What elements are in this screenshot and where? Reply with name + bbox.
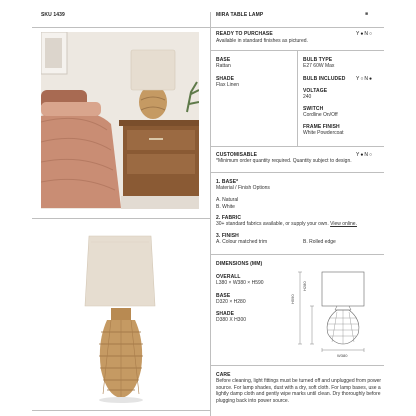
spec-bulb-type-label: BULB TYPE <box>303 57 333 63</box>
spec-switch-label: SWITCH <box>303 106 324 112</box>
spec-frame-label: FRAME FINISH <box>303 124 340 130</box>
option-finish-b: B. Rolled edge <box>303 239 336 245</box>
spec-column-divider <box>297 50 298 146</box>
lifestyle-photo <box>41 32 199 209</box>
dimensions-heading: DIMENSIONS (MM) <box>216 261 263 267</box>
diagram-label-w380: W380 <box>337 353 348 358</box>
rule-after-options <box>211 254 384 255</box>
option-fabric-heading: 2. FABRIC <box>216 215 242 221</box>
view-online-link[interactable]: View online. <box>330 221 357 227</box>
dim-overall-value: L380 × W380 × H590 <box>216 280 264 286</box>
dim-shade-label: SHADE <box>216 311 235 317</box>
column-divider <box>210 12 211 416</box>
purchase-indicator: Y●N○ <box>356 31 373 37</box>
spec-base-value: Rattan <box>216 63 231 69</box>
option-base-a: A. Natural <box>216 197 239 203</box>
care-heading: CARE <box>216 372 231 378</box>
product-photo <box>41 222 199 408</box>
lifestyle-photo-illustration <box>41 32 199 209</box>
customisable-note: *Minimum order quantity required. Quantity subject to design. <box>216 158 352 164</box>
dimension-diagram-lines <box>282 266 382 362</box>
spec-switch-value: Cordline On/Off <box>303 112 338 118</box>
left-mid-rule <box>32 218 210 219</box>
spec-shade-label: SHADE <box>216 76 235 82</box>
spec-voltage-label: VOLTAGE <box>303 88 328 94</box>
purchase-text: Available in standard finishes as pictured. <box>216 38 308 44</box>
sku-label: SKU 1439 <box>41 12 65 18</box>
option-base-sub: Material / Finish Options <box>216 185 270 191</box>
customisable-heading: CUSTOMISABLE <box>216 152 258 158</box>
spec-bulb-included-label: BULB INCLUDED <box>303 76 346 82</box>
product-photo-illustration <box>41 222 199 408</box>
customisable-indicator: Y●N○ <box>356 152 373 158</box>
option-finish-heading: 3. FINISH <box>216 233 239 239</box>
option-finish-a: A. Colour matched trim <box>216 239 268 245</box>
dim-base-label: BASE <box>216 293 231 299</box>
purchase-heading: READY TO PURCHASE <box>216 31 273 37</box>
option-fabric-description: 30+ standard fabrics available, or supply your own. <box>216 221 329 227</box>
care-text: Before cleaning, light fittings must be turned off and unplugged from power source. For lamp shades, dust with a dry, soft cloth. For lamp bases, use a lightly damp cloth and gently wipe marks until clean. Dry thoroughly before plugging back into power source. <box>216 378 382 404</box>
dim-overall-label: OVERALL <box>216 274 241 280</box>
top-rule <box>32 27 384 28</box>
corner-mark: ■ <box>365 11 369 17</box>
diagram-label-h280: H280 <box>302 281 307 291</box>
spec-base-label: BASE <box>216 57 231 63</box>
spec-frame-value: White Powdercoat <box>303 130 344 136</box>
option-base-heading: 1. BASE* <box>216 179 239 185</box>
rule-after-customisable <box>211 172 384 173</box>
spec-bulb-included-indicator: Y○N● <box>356 76 373 82</box>
option-fabric-text <box>216 221 357 228</box>
rule-after-dimensions <box>211 365 384 366</box>
spec-bulb-type-value: E27 60W Max <box>303 63 335 69</box>
rule-after-specs <box>211 146 384 147</box>
dim-shade-value: D380 X H300 <box>216 317 247 323</box>
diagram-label-h590: H590 <box>290 294 295 304</box>
product-title: MIRA TABLE LAMP <box>216 12 264 18</box>
spec-voltage-value: 240 <box>303 94 312 100</box>
spec-shade-value: Flax Linen <box>216 82 240 88</box>
dim-base-value: D320 × H280 <box>216 299 246 305</box>
bottom-rule-left <box>32 410 210 411</box>
option-base-b: B. White <box>216 204 235 210</box>
dimension-diagram <box>282 266 382 362</box>
